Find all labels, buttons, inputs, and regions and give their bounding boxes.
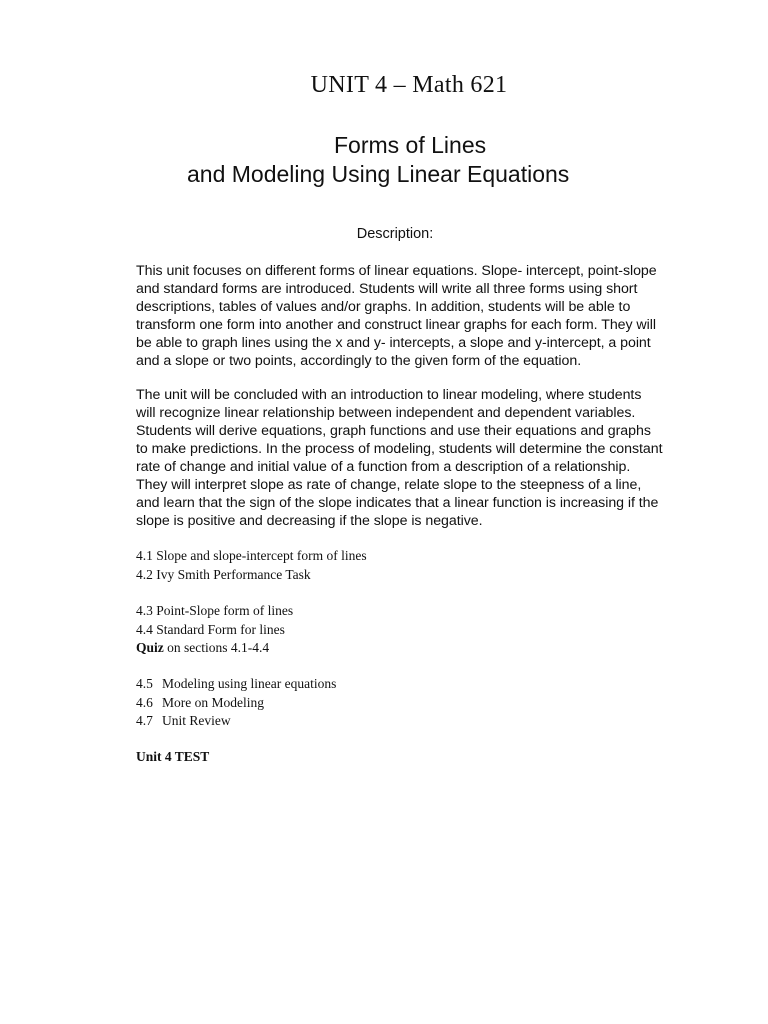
section-item: 4.4 Standard Form for lines xyxy=(136,621,285,637)
text-line: to make predictions. In the process of modeling, students will determine the constant xyxy=(136,441,663,457)
text-line: and a slope or two points, accordingly to the given form of the equation. xyxy=(136,353,582,369)
section-item xyxy=(136,694,636,713)
section-text: More on Modeling xyxy=(162,694,264,710)
text-line: and standard forms are introduced. Students will write all three forms using short xyxy=(136,281,638,297)
text-line: The unit will be concluded with an introduction to linear modeling, where students xyxy=(136,387,642,403)
section-list-3 xyxy=(136,675,636,731)
section-list-2 xyxy=(136,602,636,658)
text-line: will recognize linear relationship between independent and dependent variables. xyxy=(136,405,636,421)
section-number: 4.6 xyxy=(136,694,153,710)
section-item: 4.1 Slope and slope-intercept form of lines xyxy=(136,548,367,563)
quiz-item xyxy=(136,639,636,658)
section-list-4 xyxy=(136,748,636,767)
text-line: slope is positive and decreasing if the slope is negative. xyxy=(136,513,483,529)
unit-test-item: Unit 4 TEST xyxy=(136,749,210,764)
text-line: Students will derive equations, graph functions and use their equations and graphs xyxy=(136,423,651,439)
text-line: rate of change and initial value of a function from a description of a relationship. xyxy=(136,459,631,475)
unit-title: UNIT 4 – Math 621 xyxy=(310,72,508,98)
quiz-label: Quiz xyxy=(136,640,164,655)
section-list-1 xyxy=(136,547,636,584)
title-line-1: Forms of Lines xyxy=(334,132,487,158)
section-number: 4.5 xyxy=(136,676,153,691)
section-item xyxy=(136,712,636,731)
text-line: This unit focuses on different forms of linear equations. Slope- intercept, point-slope xyxy=(136,263,657,279)
section-text: Modeling using linear equations xyxy=(162,676,337,691)
description-paragraph-2 xyxy=(136,386,704,530)
text-line: They will interpret slope as rate of change, relate slope to the steepness of a line, xyxy=(136,477,642,493)
section-text: Unit Review xyxy=(162,713,231,728)
description-paragraph-1 xyxy=(136,262,704,370)
section-item: 4.2 Ivy Smith Performance Task xyxy=(136,566,311,582)
title-line-2: and Modeling Using Linear Equations xyxy=(187,161,570,187)
description-label: Description: xyxy=(356,226,434,242)
text-line: and learn that the sign of the slope indicates that a linear function is increasing if the xyxy=(136,495,659,511)
text-line: transform one form into another and construct linear graphs for each form. They will xyxy=(136,317,656,333)
quiz-text: on sections 4.1-4.4 xyxy=(163,640,270,655)
text-line: descriptions, tables of values and/or graphs. In addition, students will be able to xyxy=(136,299,631,315)
section-number: 4.7 xyxy=(136,713,153,728)
section-item xyxy=(136,675,636,694)
section-item: 4.3 Point-Slope form of lines xyxy=(136,603,294,618)
page-title xyxy=(0,131,768,189)
text-line: be able to graph lines using the x and y- intercepts, a slope and y-intercept, a point xyxy=(136,335,651,351)
